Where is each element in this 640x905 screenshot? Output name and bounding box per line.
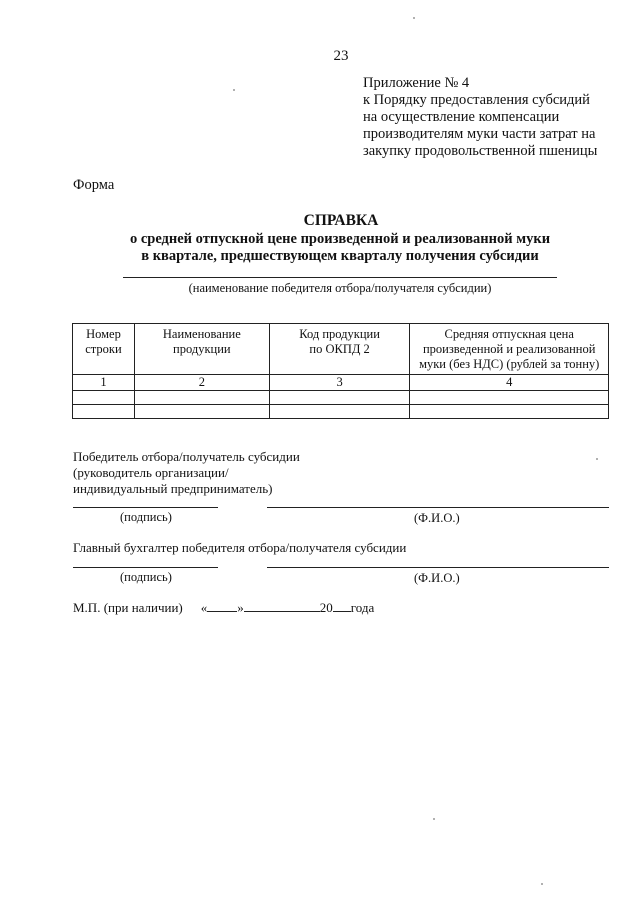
year-field[interactable] [333,599,351,612]
table-cell[interactable] [410,405,609,419]
page-number: 23 [333,48,349,64]
signer-line: (руководитель организации/ [73,465,229,480]
appendix-line: производителям муки части затрат на [363,126,596,142]
close-quote: » [237,600,244,615]
header-row-number: Номер строки [73,324,135,375]
column-number: 1 [73,375,135,391]
column-number: 4 [410,375,609,391]
scan-speck [596,458,598,460]
table-row [73,405,609,419]
document-subtitle [60,231,620,265]
accountant-signature-line[interactable] [73,567,218,568]
signer-name-caption: (Ф.И.О.) [414,511,460,525]
year-prefix: 20 [319,600,333,615]
document-title: СПРАВКА [303,212,379,229]
header-product-name: Наименование продукции [134,324,269,375]
signer-line: Победитель отбора/получатель субсидии [73,449,300,464]
price-table [72,323,609,419]
accountant-name-caption: (Ф.И.О.) [414,571,460,585]
signer-signature-line[interactable] [73,507,218,508]
day-field[interactable] [207,599,237,612]
column-number: 3 [269,375,410,391]
table-cell[interactable] [73,405,135,419]
accountant-signature-caption: (подпись) [120,570,172,584]
month-field[interactable] [244,599,320,612]
table-cell[interactable] [269,405,410,419]
open-quote: « [200,600,208,615]
subtitle-line: о средней отпускной цене произведенной и реализованной муки [129,231,551,247]
form-label: Форма [73,177,115,193]
signer-line: индивидуальный предприниматель) [73,481,273,496]
scan-speck [233,89,235,91]
stamp-label: М.П. (при наличии) [73,600,183,615]
table-cell[interactable] [410,391,609,405]
subtitle-line: в квартале, предшествующем кварталу получения субсидии [141,248,539,264]
table-cell[interactable] [134,391,269,405]
appendix-line: Приложение № 4 [363,75,470,91]
scan-speck [433,818,435,820]
appendix-line: закупку продовольственной пшеницы [363,143,598,159]
recipient-name-caption: (наименование победителя отбора/получателя субсидии) [188,281,492,295]
accountant-name-line[interactable] [267,567,609,568]
appendix-line: к Порядку предоставления субсидий [363,92,590,108]
table-cell[interactable] [134,405,269,419]
signer-name-line[interactable] [267,507,609,508]
year-suffix: года [350,600,375,615]
column-number: 2 [134,375,269,391]
table-row [73,391,609,405]
appendix-block [363,75,633,160]
stamp-date-row [73,599,374,616]
header-product-code: Код продукции по ОКПД 2 [269,324,410,375]
table-cell[interactable] [269,391,410,405]
scan-speck [413,17,415,19]
signer-signature-caption: (подпись) [120,510,172,524]
signer-block [73,449,300,497]
appendix-line: на осуществление компенсации [363,109,560,125]
scan-speck [541,883,543,885]
table-number-row [73,375,609,391]
accountant-label: Главный бухгалтер победителя отбора/получателя субсидии [73,540,407,555]
header-average-price: Средняя отпускная цена произведенной и реализованной муки (без НДС) (рублей за тонну) [410,324,609,375]
table-header-row [73,324,609,375]
recipient-name-line [123,277,557,278]
table-cell[interactable] [73,391,135,405]
